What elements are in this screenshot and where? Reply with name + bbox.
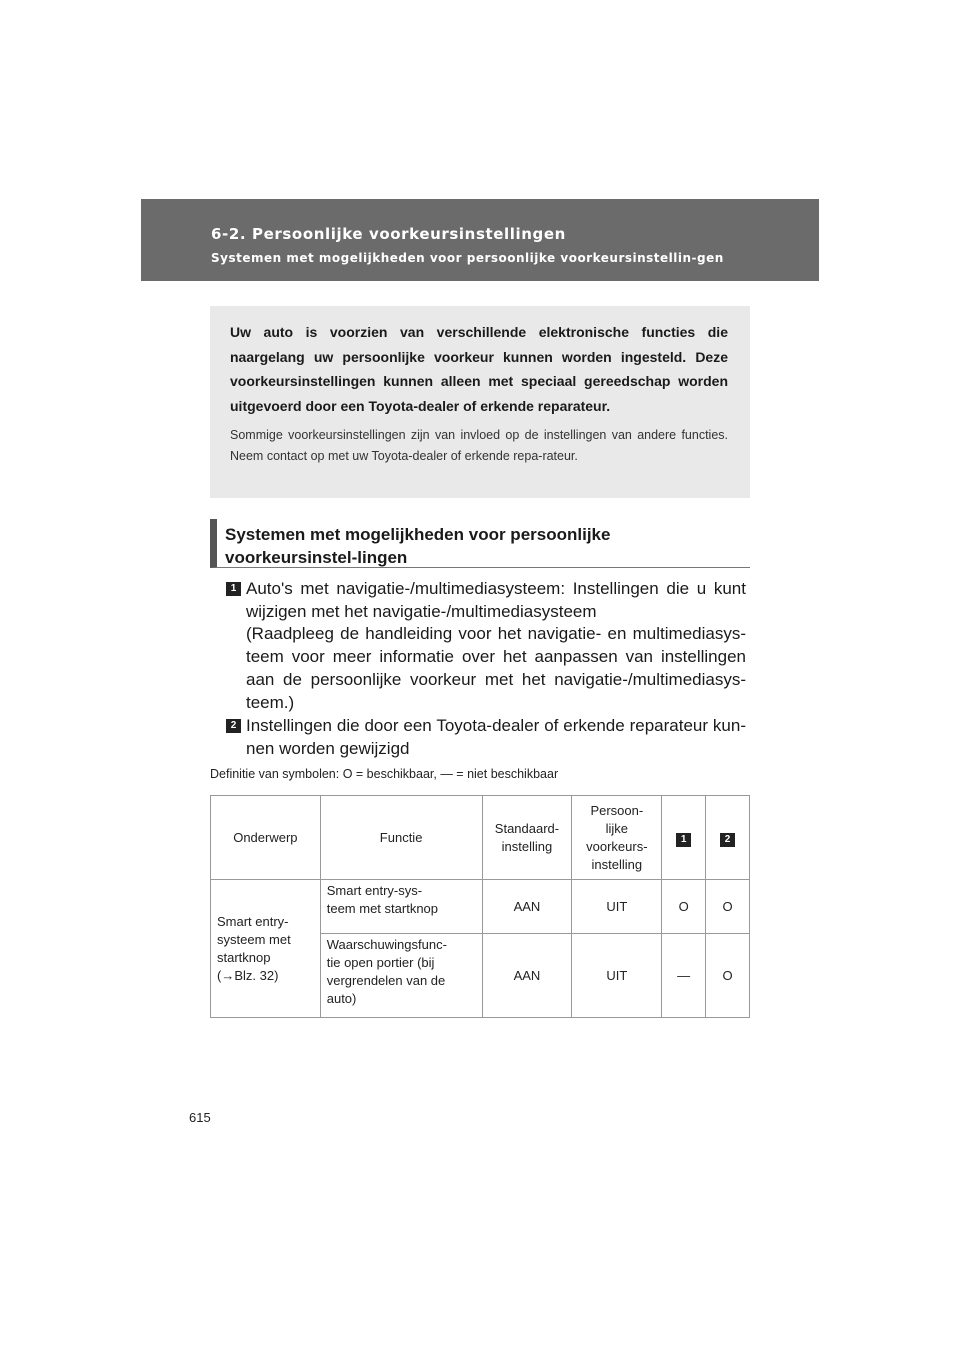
table-header-row xyxy=(211,796,750,880)
header-function: Functie xyxy=(320,796,482,880)
list-item-note: (Raadpleeg de handleiding voor het navigatie- en multimediasys-teem voor meer informatie over het aanpassen van instellingen aan de persoonlijke voorkeur met het navigatie-/multimediasys-teem.) xyxy=(246,624,746,712)
section-heading: Systemen met mogelijkheden voor persoonlijke voorkeursinstel-lingen xyxy=(210,519,750,568)
intro-box xyxy=(210,306,750,498)
section-title: 6-2. Persoonlijke voorkeursinstellingen xyxy=(211,225,566,243)
cell-default: AAN xyxy=(482,880,572,934)
cell-subject: Smart entry- systeem met startknop (→Blz. 32) xyxy=(211,880,321,1018)
symbol-legend: Definitie van symbolen: O = beschikbaar, — = niet beschikbaar xyxy=(210,767,559,781)
number-1-icon: 1 xyxy=(676,833,691,847)
cell-col-1: O xyxy=(662,880,706,934)
header-col-2 xyxy=(706,796,750,880)
page-number: 615 xyxy=(189,1110,211,1125)
cell-col-2: O xyxy=(706,880,750,934)
table-row xyxy=(211,880,750,934)
list-item-text: Instellingen die door een Toyota-dealer of erkende reparateur kun-nen worden gewijzigd xyxy=(246,716,746,758)
cell-col-1: — xyxy=(662,934,706,1018)
intro-note-text: Sommige voorkeursinstellingen zijn van invloed op de instellingen van andere functies. Neem contact op met uw Toyota-dealer of erkende repa-rateur. xyxy=(230,428,728,463)
cell-function: Smart entry-sys- teem met startknop xyxy=(320,880,482,934)
number-2-icon: 2 xyxy=(226,719,241,733)
number-2-icon: 2 xyxy=(720,833,735,847)
cell-default: AAN xyxy=(482,934,572,1018)
list-item xyxy=(226,578,746,714)
chapter-header-band xyxy=(141,199,819,281)
cell-personal: UIT xyxy=(572,880,662,934)
list-item xyxy=(226,715,746,760)
intro-bold-text: Uw auto is voorzien van verschillende elektronische functies die naargelang uw persoonlijke voorkeur kunnen worden ingesteld. Deze voorkeursinstellingen kunnen alleen met speciaal gereedschap worden uitgevoerd door een Toyota-dealer of erkende reparateur. xyxy=(230,324,728,414)
header-subject: Onderwerp xyxy=(211,796,321,880)
header-default: Standaard- instelling xyxy=(482,796,572,880)
settings-table xyxy=(210,795,750,1018)
number-1-icon: 1 xyxy=(226,582,241,596)
cell-col-2: O xyxy=(706,934,750,1018)
page-subtitle: Systemen met mogelijkheden voor persoonlijke voorkeursinstellin-gen xyxy=(211,251,724,265)
cell-personal: UIT xyxy=(572,934,662,1018)
header-personal: Persoon- lijke voorkeurs- instelling xyxy=(572,796,662,880)
settings-list xyxy=(226,578,746,761)
list-item-text: Auto's met navigatie-/multimediasysteem: Instellingen die u kunt wijzigen met het navigatie-/multimediasysteem xyxy=(246,579,746,621)
cell-function: Waarschuwingsfunc- tie open portier (bij vergrendelen van de auto) xyxy=(320,934,482,1018)
header-col-1 xyxy=(662,796,706,880)
